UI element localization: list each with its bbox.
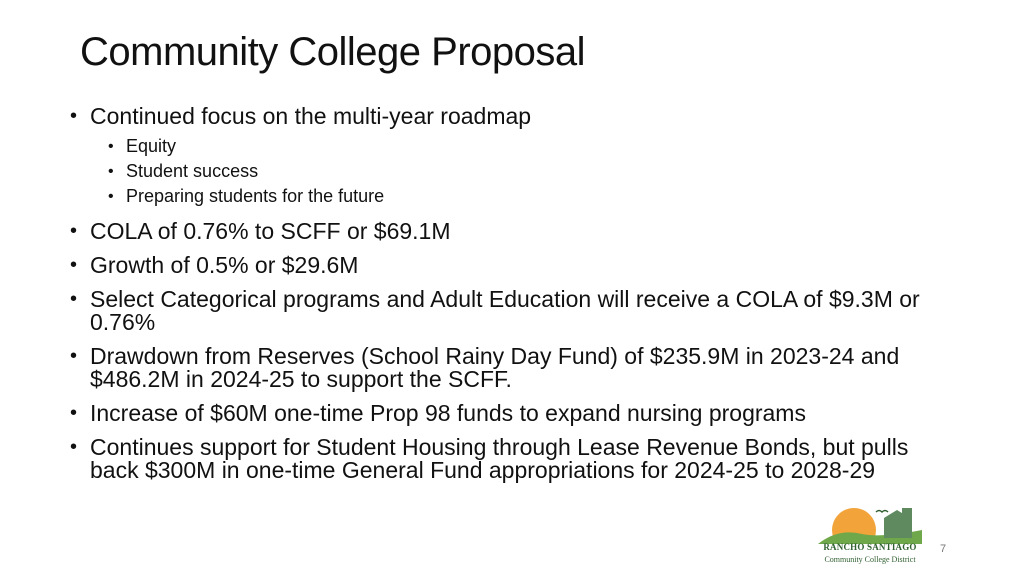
logo-name: RANCHO SANTIAGO <box>823 542 917 552</box>
bullet-text: COLA of 0.76% to SCFF or $69.1M <box>90 218 451 244</box>
bullet-icon: • <box>70 345 78 367</box>
sub-bullet-item <box>108 184 950 209</box>
district-logo <box>818 500 922 570</box>
bullet-item <box>70 402 950 425</box>
bullet-icon: • <box>70 436 78 458</box>
bullet-text: Growth of 0.5% or $29.6M <box>90 252 359 278</box>
sub-bullet-text: Equity <box>126 136 177 156</box>
bullet-icon: • <box>70 288 78 310</box>
bullet-icon: • <box>70 402 78 424</box>
sub-bullet-item <box>108 159 950 184</box>
bullet-text: Increase of $60M one-time Prop 98 funds to expand nursing programs <box>90 400 806 426</box>
bullet-icon: • <box>108 138 114 155</box>
bullet-text: Continued focus on the multi-year roadmap <box>90 103 532 129</box>
sub-bullet-text: Preparing students for the future <box>126 186 385 206</box>
sub-bullet-text: Student success <box>126 161 259 181</box>
bullet-item <box>70 220 950 243</box>
sub-bullet-list <box>90 134 950 209</box>
bullet-item <box>70 105 950 209</box>
bullet-icon: • <box>70 254 78 276</box>
bullet-item <box>70 436 950 482</box>
bullet-item <box>70 288 950 334</box>
bullet-icon: • <box>70 105 78 127</box>
slide-title: Community College Proposal <box>80 30 586 74</box>
logo-subtitle: Community College District <box>824 555 916 564</box>
bullet-icon: • <box>70 220 78 242</box>
page-number: 7 <box>940 543 947 555</box>
bird-icon <box>876 511 888 513</box>
tower-icon <box>902 508 912 538</box>
bullet-text: Drawdown from Reserves (School Rainy Day Fund) of $235.9M in 2023-24 and $486.2M in 2024-25 to support the SCFF. <box>90 343 900 392</box>
bullet-icon: • <box>108 163 114 180</box>
sub-bullet-item <box>108 134 950 159</box>
logo-graphic-icon <box>818 500 922 544</box>
bullet-icon: • <box>108 188 114 205</box>
bullet-item <box>70 254 950 277</box>
bullet-list <box>70 105 950 493</box>
bullet-text: Select Categorical programs and Adult Education will receive a COLA of $9.3M or 0.76% <box>90 286 920 335</box>
bullet-item <box>70 345 950 391</box>
bullet-text: Continues support for Student Housing through Lease Revenue Bonds, but pulls back $300M in one-time General Fund appropriations for 2024-25 to 2028-29 <box>90 434 909 483</box>
